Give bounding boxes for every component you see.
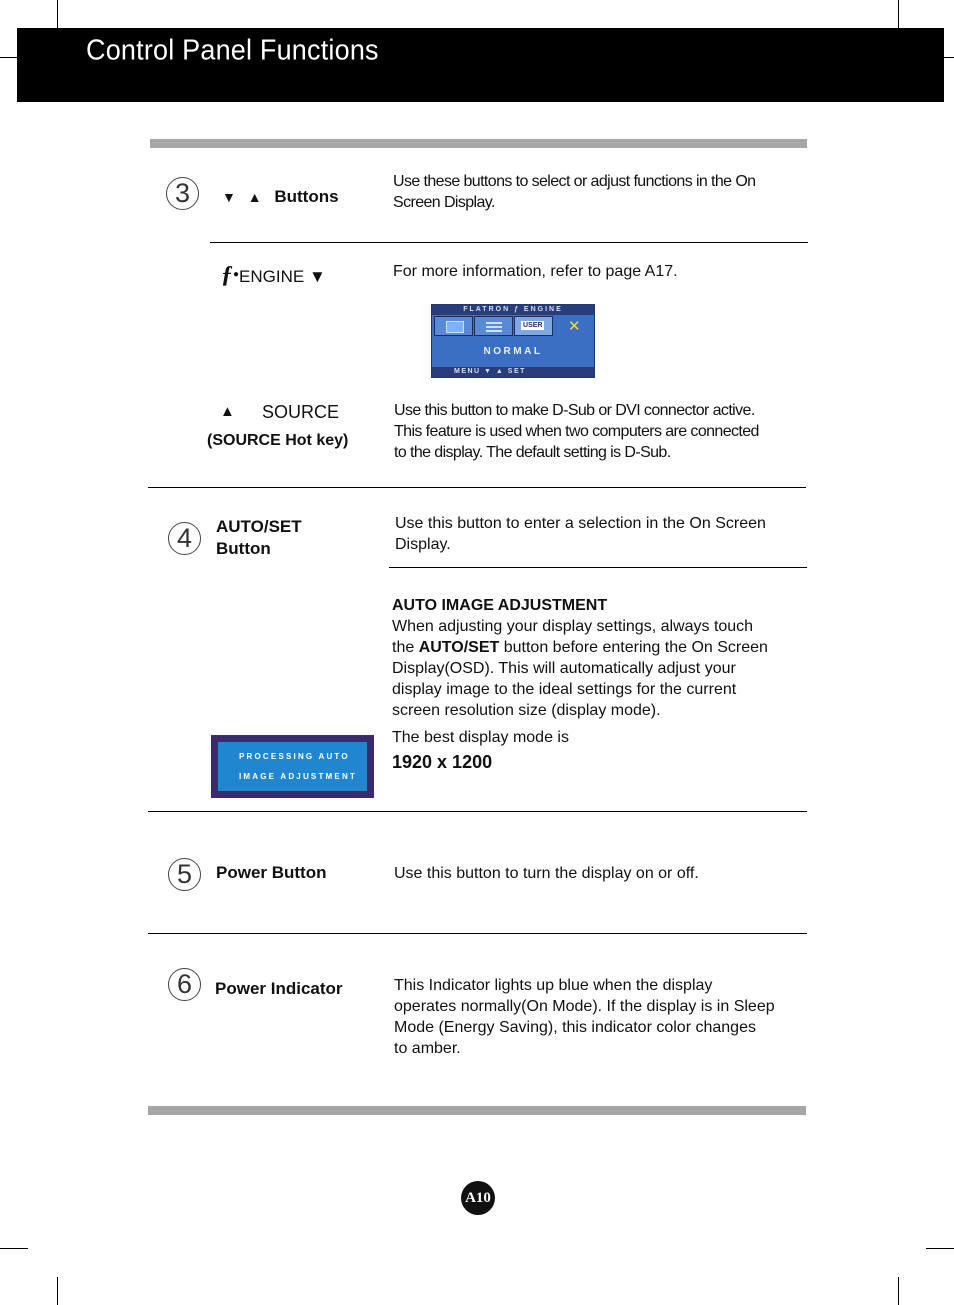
- osd-title: FLATRON ƒ ENGINE: [432, 305, 594, 315]
- desc-line: Use this button to make D-Sub or DVI connector active.: [394, 402, 755, 419]
- auto-line: Display(OSD). This will automatically adjust your: [392, 660, 736, 677]
- auto-line: When adjusting your display settings, always touch: [392, 618, 754, 635]
- osd-footer: MENU ▼ ▲ SET: [432, 367, 594, 377]
- section-number-5: 5: [168, 858, 201, 891]
- crop-mark: [0, 1248, 28, 1249]
- processing-line-1: PROCESSING AUTO: [239, 752, 350, 761]
- desc-line: This feature is used when two computers are connected: [394, 423, 759, 440]
- fengine-text: ENGINE ▼: [239, 267, 326, 286]
- divider-rule: [210, 242, 808, 243]
- fengine-label: [221, 262, 326, 289]
- divider-rule: [389, 567, 807, 568]
- desc-line: Use these buttons to select or adjust functions in the On: [393, 173, 756, 190]
- fengine-description: For more information, refer to page A17.: [393, 263, 678, 280]
- source-hotkey-label: (SOURCE Hot key): [207, 432, 349, 449]
- buttons-label: Buttons: [274, 187, 339, 206]
- f-logo-icon: ƒ: [221, 262, 233, 288]
- divider-rule: [148, 487, 806, 488]
- arrow-buttons-label: [222, 187, 339, 207]
- divider-rule: [148, 811, 807, 812]
- power-button-label: Power Button: [216, 863, 327, 882]
- buttons-description: [393, 171, 803, 213]
- desc-line: Screen Display.: [393, 194, 495, 211]
- autoset-label-line: Button: [216, 539, 271, 558]
- osd-mode: NORMAL: [483, 346, 543, 357]
- auto-line: display image to the ideal settings for the current: [392, 681, 737, 698]
- autoset-label: [216, 516, 302, 560]
- desc-line: This Indicator lights up blue when the display: [394, 977, 713, 994]
- processing-line-2: IMAGE ADJUSTMENT: [239, 772, 358, 781]
- desc-line: Mode (Energy Saving), this indicator color changes: [394, 1019, 756, 1036]
- osd-user-cell: [514, 316, 553, 336]
- crop-mark: [0, 57, 17, 58]
- auto-line: screen resolution size (display mode).: [392, 702, 661, 719]
- divider-rule: [148, 933, 807, 934]
- auto-text: the: [392, 639, 419, 656]
- page-title: Control Panel Functions: [86, 34, 379, 66]
- section-number-3: 3: [166, 177, 199, 210]
- best-resolution: 1920 x 1200: [392, 752, 493, 772]
- desc-line: to the display. The default setting is D-Sub.: [394, 444, 671, 461]
- best-mode-text: The best display mode is: [392, 729, 569, 746]
- desc-line: to amber.: [394, 1040, 461, 1057]
- autoset-description: [395, 513, 805, 555]
- osd-grid-icon: [474, 316, 513, 336]
- bottom-divider-bar: [148, 1106, 806, 1115]
- section-number-6: 6: [168, 968, 201, 1001]
- osd-tools-icon: ✕: [568, 318, 581, 335]
- auto-line: [392, 637, 804, 658]
- desc-line: operates normally(On Mode). If the display is in Sleep: [394, 998, 775, 1015]
- processing-osd-image: [211, 735, 374, 798]
- auto-image-title: AUTO IMAGE ADJUSTMENT: [392, 597, 608, 614]
- autoset-label-line: AUTO/SET: [216, 517, 302, 536]
- page-number-badge: A10: [461, 1181, 495, 1215]
- crop-mark: [926, 1248, 954, 1249]
- power-indicator-description: [394, 975, 804, 1059]
- source-label: SOURCE: [262, 402, 340, 422]
- crop-mark: [57, 0, 58, 28]
- auto-text: button before entering the On Screen: [499, 639, 768, 656]
- power-button-description: Use this button to turn the display on or off.: [394, 865, 699, 882]
- osd-monitor-icon: [434, 316, 473, 336]
- processing-osd-inner: [218, 742, 367, 791]
- power-indicator-label: Power Indicator: [215, 979, 343, 998]
- fengine-osd-image: [431, 304, 595, 378]
- section-number-4: 4: [168, 522, 201, 555]
- crop-mark: [898, 0, 899, 28]
- source-description: [394, 400, 804, 463]
- arrow-glyphs: ▼ ▲: [222, 189, 266, 205]
- auto-image-adjustment-block: [392, 595, 804, 773]
- crop-mark: [898, 1277, 899, 1305]
- desc-line: Use this button to enter a selection in the On Screen: [395, 515, 766, 532]
- osd-user-label: USER: [523, 322, 543, 329]
- desc-line: Display.: [395, 536, 451, 553]
- f-dot-icon: ●: [233, 269, 240, 280]
- auto-bold-text: AUTO/SET: [418, 639, 500, 656]
- source-triangle-icon: ▲: [220, 403, 235, 420]
- top-divider-bar: [150, 139, 807, 148]
- crop-mark: [57, 1277, 58, 1305]
